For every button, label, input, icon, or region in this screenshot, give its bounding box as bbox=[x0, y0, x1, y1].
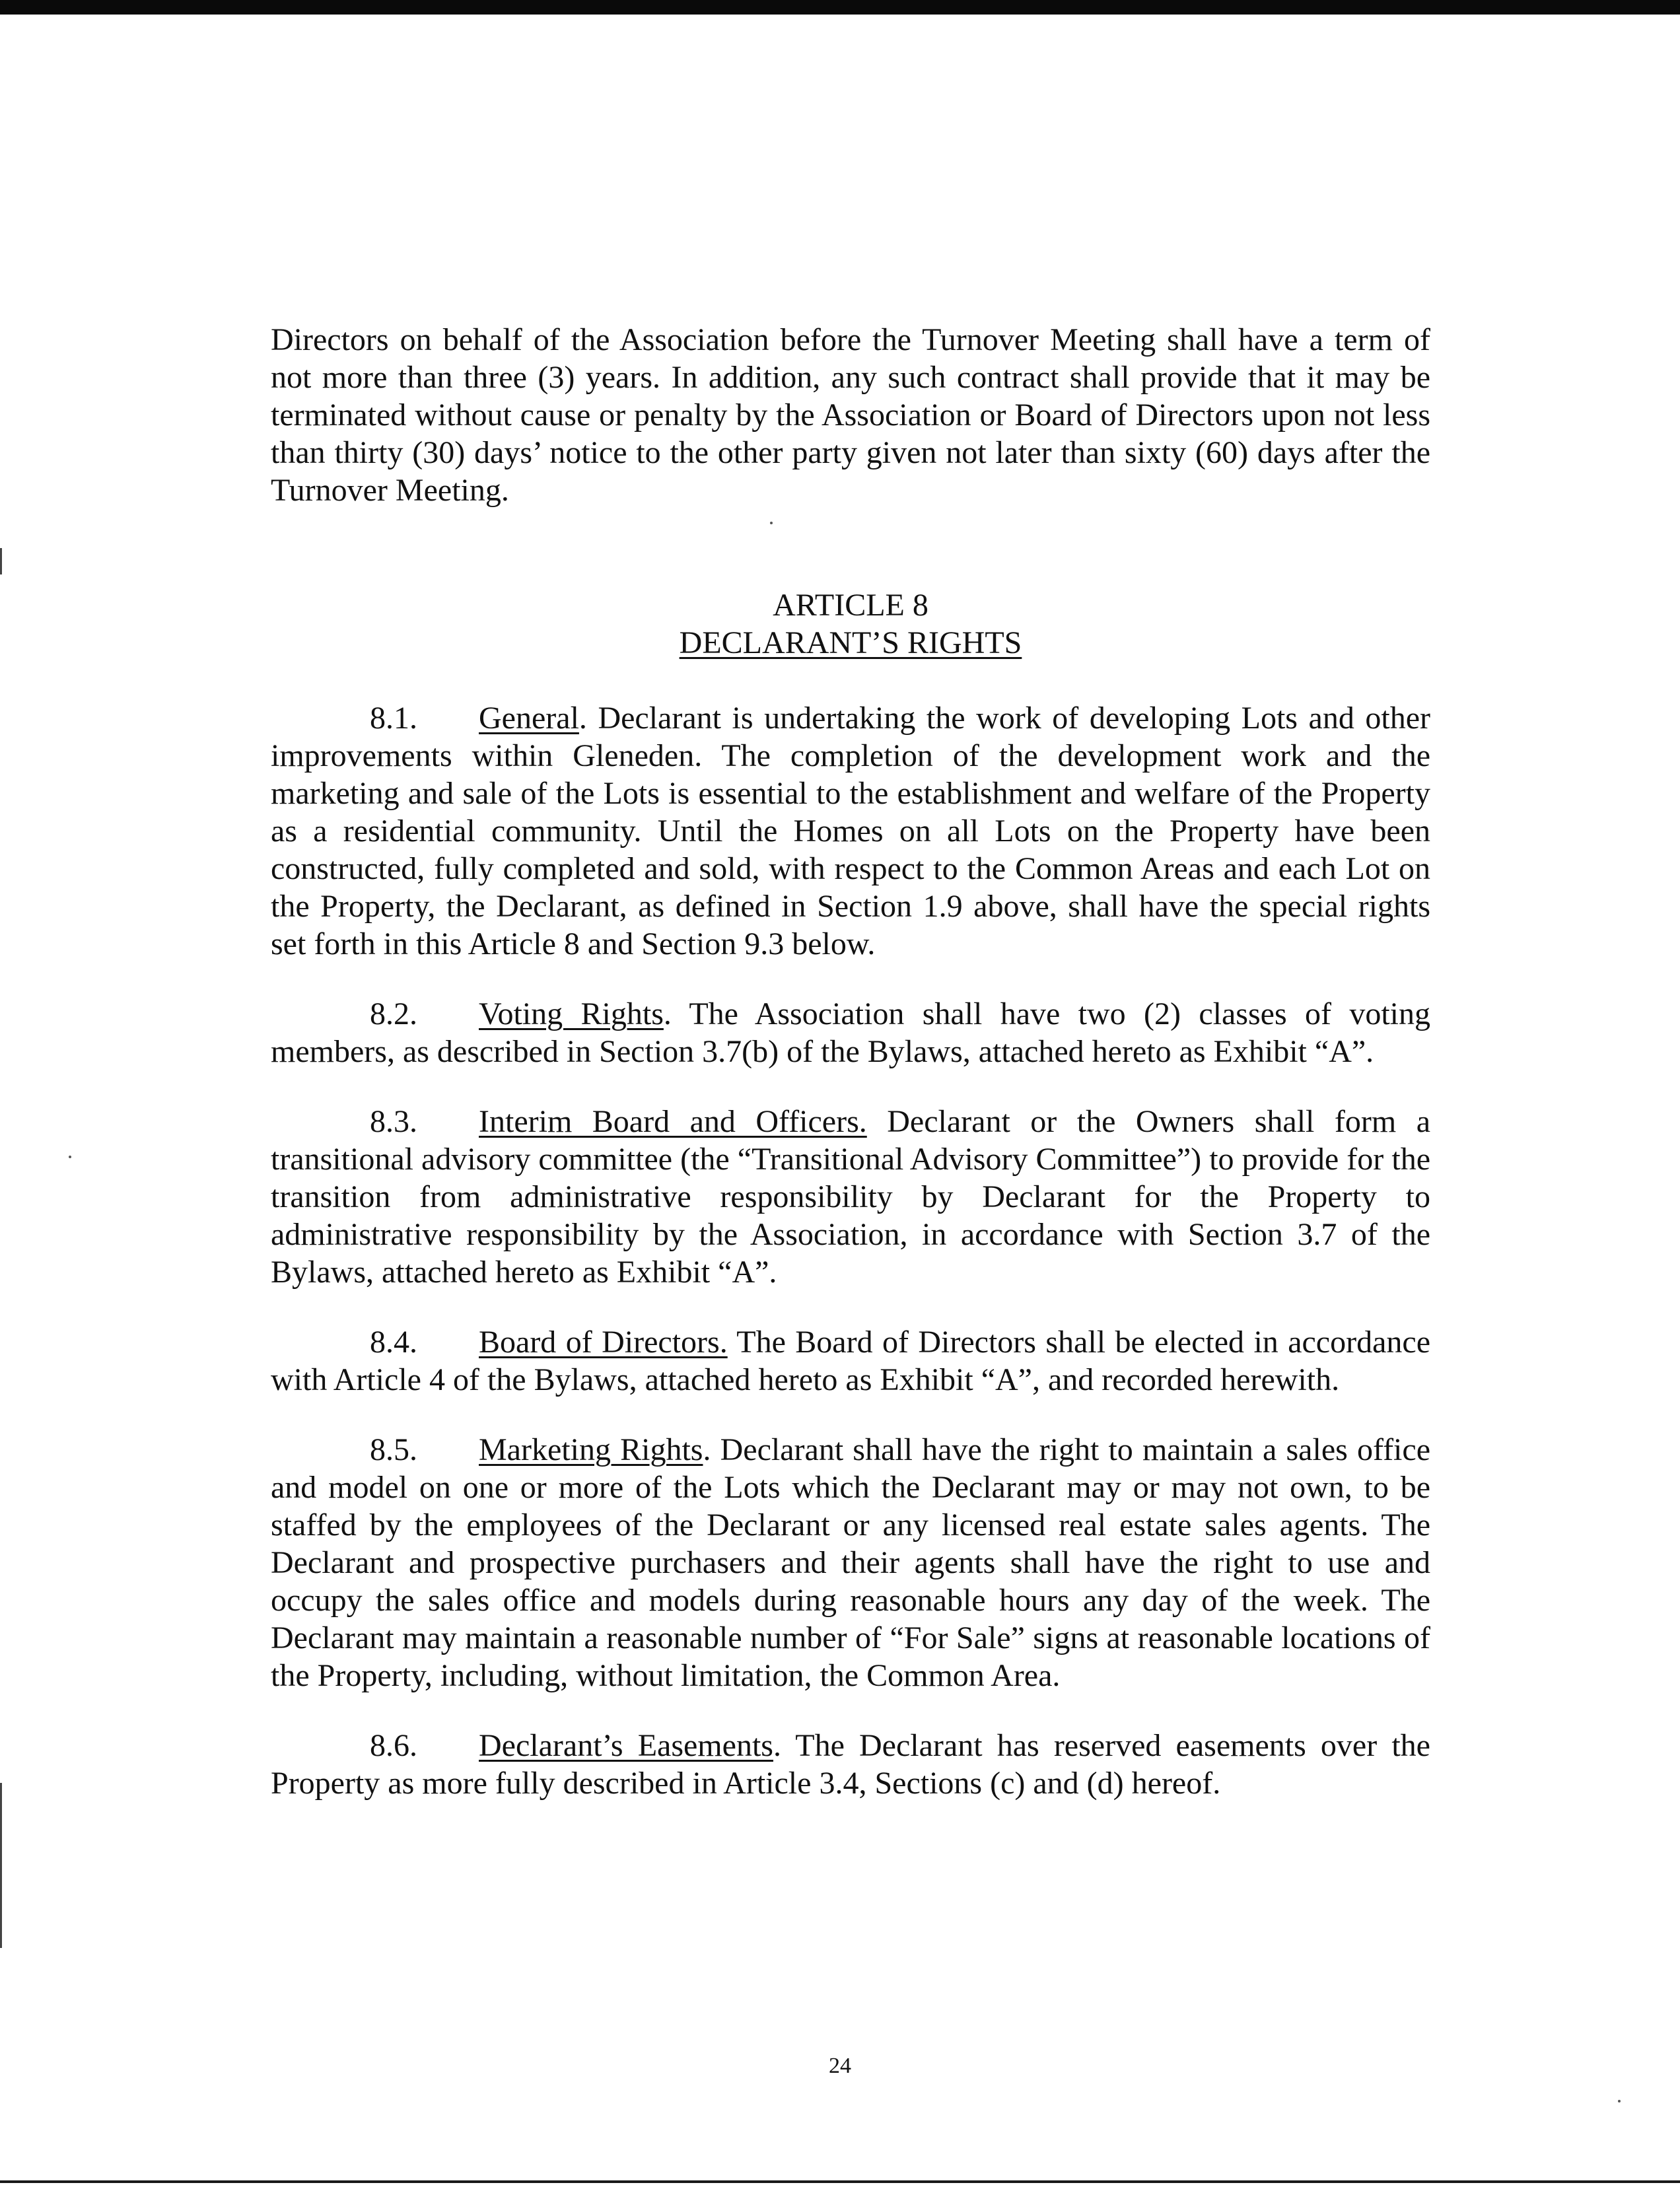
intro-paragraph: Directors on behalf of the Association before the Turnover Meeting shall have a term of not more than three (3) years. In addition, any such contract shall provide that it may be terminated without cause or penalty by the Association or Board of Directors upon not less than thirty (30) days’ notice to the other party given not later than sixty (60) days after the Turnover Meeting. bbox=[271, 322, 1430, 508]
section-title: Declarant’s Easements bbox=[479, 1728, 773, 1763]
section-title: General bbox=[479, 701, 579, 736]
section-title-punct: . bbox=[773, 1728, 781, 1763]
scan-left-edge-mark bbox=[0, 1783, 2, 1948]
article-number: ARTICLE 8 bbox=[773, 588, 928, 623]
section-title-punct: . bbox=[578, 701, 587, 736]
section-body: Declarant shall have the right to maintain a sales office and model on one or more of the Lots which the Declarant may or may not own, to be staffed by the employees of the Declarant or any licensed real estate sales agents. The Declarant and prospective purchasers and their agents shall have the right to use and occupy the sales office and models during reasonable hours any day of the week. The Declarant may maintain a reasonable number of “For Sale” signs at reasonable locations of the Property, including, without limitation, the Common Area. bbox=[271, 1432, 1431, 1693]
section-8-3 bbox=[271, 1103, 1430, 1291]
section-number: 8.6. bbox=[370, 1728, 417, 1763]
section-number: 8.4. bbox=[370, 1325, 417, 1360]
scan-left-edge-mark bbox=[0, 548, 2, 574]
section-8-4 bbox=[271, 1323, 1430, 1399]
section-body: Declarant is undertaking the work of developing Lots and other improvements within Gleneden. The completion of the development work and the marketing and sale of the Lots is essential to the establishment and welfare of the Property as a residential community. Until the Homes on all Lots on the Property have been constructed, fully completed and sold, with respect to the Common Areas and each Lot on the Property, the Declarant, as defined in Section 1.9 above, shall have the special rights set forth in this Article 8 and Section 9.3 below. bbox=[271, 701, 1430, 961]
section-body: Declarant or the Owners shall form a transitional advisory committee (the “Transitional Advisory Committee”) to provide for the transition from administrative responsibility by Declarant for the Property to administrative responsibility by the Association, in accordance with Section 3.7 of the Bylaws, attached hereto as Exhibit “A”. bbox=[271, 1104, 1430, 1290]
section-title: Marketing Rights bbox=[479, 1432, 703, 1467]
section-title: Voting Rights bbox=[479, 996, 664, 1031]
section-number: 8.3. bbox=[370, 1104, 417, 1139]
scan-speck bbox=[1618, 2100, 1621, 2102]
section-title: Board of Directors. bbox=[479, 1325, 728, 1360]
section-body: The Board of Directors shall be elected in accordance with Article 4 of the Bylaws, attached hereto as Exhibit “A”, and recorded herewith. bbox=[271, 1325, 1430, 1397]
section-number: 8.5. bbox=[370, 1432, 417, 1467]
section-title-punct: . bbox=[703, 1432, 711, 1467]
section-body: The Declarant has reserved easements over the Property as more fully described in Article 3.4, Sections (c) and (d) hereof. bbox=[271, 1728, 1430, 1801]
scan-top-border bbox=[0, 0, 1680, 15]
section-8-6 bbox=[271, 1727, 1430, 1802]
section-title-punct: . bbox=[663, 996, 672, 1031]
section-8-5 bbox=[271, 1431, 1430, 1694]
article-heading bbox=[271, 586, 1430, 662]
section-8-2 bbox=[271, 995, 1430, 1070]
scan-bottom-border bbox=[0, 2180, 1680, 2183]
page-number: 24 bbox=[829, 2054, 851, 2078]
section-body: The Association shall have two (2) classes of voting members, as described in Section 3.7(b) of the Bylaws, attached hereto as Exhibit “A”. bbox=[271, 996, 1430, 1069]
section-title: Interim Board and Officers. bbox=[479, 1104, 867, 1139]
section-number: 8.1. bbox=[370, 701, 417, 736]
document-body bbox=[271, 321, 1430, 1834]
section-8-1 bbox=[271, 699, 1430, 963]
article-title: DECLARANT’S RIGHTS bbox=[679, 625, 1022, 660]
scan-speck bbox=[69, 1156, 71, 1158]
section-number: 8.2. bbox=[370, 996, 417, 1031]
